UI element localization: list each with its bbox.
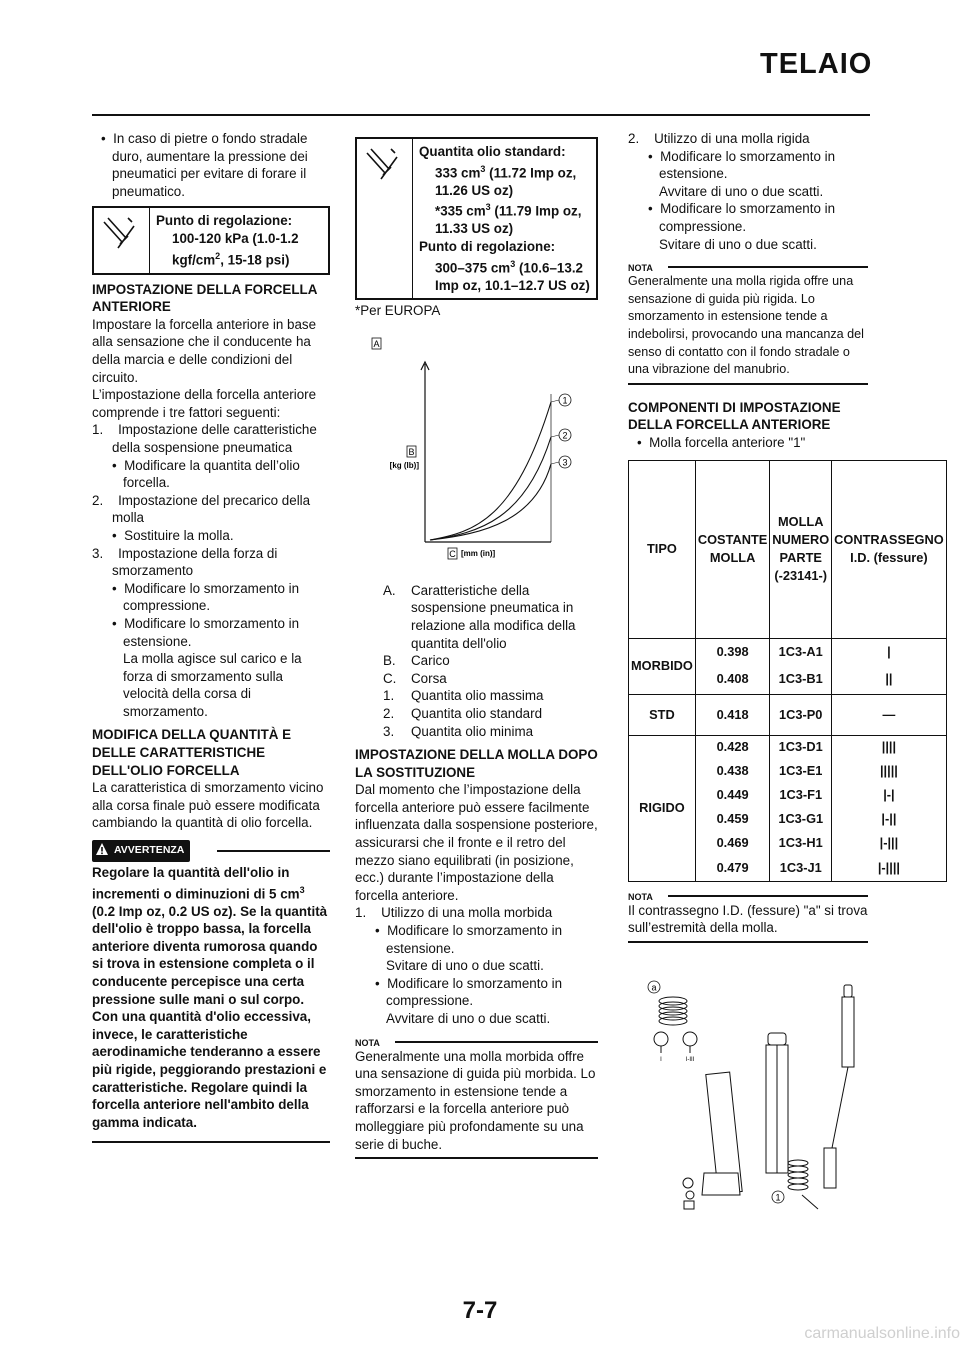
bullet-note: Svitare di uno o due scatti. bbox=[386, 958, 544, 974]
header-rule bbox=[92, 114, 870, 116]
graph-label-b: B bbox=[408, 446, 415, 457]
graph-label-c: C bbox=[449, 548, 456, 559]
callout-a: a bbox=[651, 982, 657, 993]
table-header: TIPO bbox=[629, 460, 696, 638]
legend-item: 3. Quantita olio minima bbox=[383, 723, 534, 739]
bullet-note: La molla agisce sul carico e la forza di smorzamento sulla velocità della corsa di smorzamento. bbox=[123, 651, 302, 719]
box-label: Quantita olio standard: bbox=[419, 144, 566, 159]
intro-bullet: • In caso di pietre o fondo stradale duro, aumentare la pressione dei pneumatici per evitare di forare il pneumatico. bbox=[101, 131, 308, 199]
paragraph: L’impostazione della forcella anteriore comprende i tre fattori seguenti: bbox=[92, 387, 317, 420]
numbered-item: 2. Utilizzo di una molla rigida bbox=[628, 131, 810, 146]
air-spring-graph bbox=[355, 334, 598, 574]
numbered-item: 3. Impostazione della forza di smorzamento bbox=[92, 545, 278, 579]
nota-text: Generalmente una molla rigida offre una sensazione di guida più rigida. Lo smorzamento in estensione tende a indebolirsi, provocando una mancanza del senso di contatto con il fondo stradale o una vibrazione del manubrio. bbox=[628, 274, 864, 377]
table-cell: |-|| bbox=[832, 807, 947, 831]
table-cell: 1C3-G1 bbox=[770, 807, 832, 831]
curve-label-1: 1 bbox=[562, 395, 568, 406]
bullet-item: • Modificare la quantita dell’olio forcella. bbox=[112, 457, 300, 491]
nota-text: Il contrassegno I.D. (fessure) "a" si trova sull’estremità della molla. bbox=[628, 902, 868, 936]
numbered-item: 2. Impostazione del precarico della molla bbox=[92, 492, 311, 526]
legend-item: A. Caratteristiche della sospensione pneumatica in relazione alla modifica della quantita dell'olio bbox=[383, 582, 576, 651]
table-type: RIGIDO bbox=[629, 735, 696, 881]
column-right bbox=[628, 130, 944, 1213]
box-value: 300–375 $cm^3$ (10.6–13.2 Imp oz, 10.1–12.7 US oz) bbox=[435, 258, 590, 293]
bullet-item: • Modificare lo smorzamento in estensione. bbox=[375, 923, 563, 956]
table-cell: |-| bbox=[832, 783, 947, 807]
table-cell: 0.459 bbox=[695, 807, 769, 831]
section-heading: IMPOSTAZIONE DELLA MOLLA DOPO LA SOSTITUZIONE bbox=[355, 747, 598, 780]
nota-header: NOTA bbox=[628, 888, 868, 902]
bullet-item: • Modificare lo smorzamento in compressione. bbox=[375, 975, 563, 1009]
bullet-item: • Modificare lo smorzamento in estensione. bbox=[648, 148, 836, 182]
table-cell: 1C3-F1 bbox=[770, 783, 832, 807]
warning-badge: AVVERTENZA bbox=[92, 840, 190, 862]
table-cell: 1C3-P0 bbox=[770, 694, 832, 735]
nota-header: NOTA bbox=[628, 259, 868, 273]
table-cell: 0.449 bbox=[695, 783, 769, 807]
table-cell: || bbox=[832, 665, 947, 694]
box-label: Punto di regolazione: bbox=[419, 238, 556, 254]
legend-item: 2. Quantita olio standard bbox=[383, 705, 543, 721]
column-middle bbox=[355, 137, 598, 1159]
europa-note: *Per EUROPA bbox=[355, 303, 441, 319]
nota-end-rule bbox=[628, 941, 868, 943]
bullet-item: • Modificare lo smorzamento in compressione. bbox=[112, 580, 300, 614]
legend-item: C. Corsa bbox=[383, 670, 447, 686]
table-cell: 1C3-E1 bbox=[770, 759, 832, 783]
bullet-note: Avvitare di uno o due scatti. bbox=[659, 183, 824, 199]
table-cell: 1C3-A1 bbox=[770, 638, 832, 665]
paragraph: Impostare la forcella anteriore in base alla sensazione che il conducente ha della marcia e delle condizioni del circuito. bbox=[92, 316, 317, 385]
pressure-spec-box bbox=[92, 206, 330, 274]
table-cell: ||||| bbox=[832, 759, 947, 783]
wrench-icon bbox=[361, 145, 407, 187]
callout-1: 1 bbox=[775, 1192, 781, 1203]
table-cell: 0.408 bbox=[695, 665, 769, 694]
table-cell: 0.418 bbox=[695, 694, 769, 735]
mark-i-iii: I-III bbox=[685, 1056, 695, 1063]
legend-item: B. Carico bbox=[383, 653, 450, 669]
nota-end-rule bbox=[355, 1157, 598, 1159]
graph-x-unit: [mm (in)] bbox=[461, 548, 496, 558]
numbered-item: 1. Impostazione delle caratteristiche della sospensione pneumatica bbox=[92, 422, 317, 455]
bullet-note: Avvitare di uno o due scatti. bbox=[386, 1011, 551, 1026]
table-cell: 0.438 bbox=[695, 759, 769, 783]
page-title: TELAIO bbox=[760, 48, 873, 80]
nota-text: Generalmente una molla morbida offre una sensazione di guida più morbida. Lo smorzamento in estensione tende a rafforzarsi e la forcella anteriore può molleggiare più profondamente su una serie di buche. bbox=[355, 1048, 596, 1152]
warning-text: Regolare la quantità dell'olio in incrementi o diminuzioni di 5 $cm^3$ (0.2 Imp oz, 0.2 US oz). Se la quantità dell'olio è troppo bassa, la forcella anteriore diventa rumorosa quando si trova in estensione completa o il conducente percepisce una certa pressione sulle mani o sul corpo. Con una quantità d'olio eccessiva, invece, le caratteristiche aerodinamiche tenderanno a essere più rigide, peggiorando prestazioni e caratteristiche. Regolare quindi la forcella anteriore nell'ambito della gamma indicata. bbox=[92, 865, 328, 1130]
curve-max bbox=[430, 402, 551, 540]
fork-exploded-diagram bbox=[628, 973, 868, 1213]
spring-table bbox=[628, 460, 947, 882]
bullet-item: • Sostituire la molla. bbox=[112, 527, 234, 543]
curve-label-3: 3 bbox=[562, 457, 568, 468]
table-cell: 0.479 bbox=[695, 855, 769, 881]
table-cell: — bbox=[832, 694, 947, 735]
table-cell: |-||| bbox=[832, 831, 947, 855]
table-cell: | bbox=[832, 638, 947, 665]
legend-item: 1. Quantita olio massima bbox=[383, 688, 544, 704]
graph-y-unit: [kg (lb)] bbox=[389, 460, 419, 470]
box-value: 100-120 kPa (1.0-1.2 kgf/$cm^2$, 15-18 psi) bbox=[172, 230, 299, 268]
bullet-item: • Molla forcella anteriore "1" bbox=[637, 434, 806, 450]
graph-label-a: A bbox=[373, 338, 380, 349]
bullet-item: • Modificare lo smorzamento in compressione. bbox=[648, 201, 836, 234]
table-cell: 1C3-B1 bbox=[770, 665, 832, 694]
table-type: STD bbox=[629, 694, 696, 735]
table-cell: 0.428 bbox=[695, 735, 769, 759]
table-cell: |||| bbox=[832, 735, 947, 759]
section-heading: IMPOSTAZIONE DELLA FORCELLA ANTERIORE bbox=[92, 281, 317, 315]
table-cell: 0.469 bbox=[695, 831, 769, 855]
bullet-note: Svitare di uno o due scatti. bbox=[659, 236, 817, 252]
numbered-item: 1. Utilizzo di una molla morbida bbox=[355, 905, 553, 921]
bullet-item: • Modificare lo smorzamento in estensione. bbox=[112, 615, 300, 649]
box-value: *335 $cm^3$ (11.79 Imp oz, 11.33 US oz) bbox=[435, 202, 582, 237]
box-label: Punto di regolazione: bbox=[156, 213, 293, 229]
paragraph: Dal momento che l’impostazione della forcella anteriore può essere facilmente influenzata dalla sospensione posteriore, assicurarsi che il fronte e il retro del mezzo siano equilibrati (in posizione, ecc.) durante l’impostazione della forcella anteriore. bbox=[355, 782, 598, 903]
section-heading: MODIFICA DELLA QUANTITÀ E DELLE CARATTERISTICHE DELL'OLIO FORCELLA bbox=[92, 727, 292, 778]
table-header: MOLLA NUMERO PARTE (-23141-) bbox=[770, 460, 832, 638]
wrench-icon bbox=[98, 214, 144, 256]
table-cell: 0.398 bbox=[695, 638, 769, 665]
box-value: 333 $cm^3$ (11.72 Imp oz, 11.26 US oz) bbox=[435, 163, 577, 198]
mark-i: I bbox=[660, 1056, 662, 1063]
table-header: COSTANTE MOLLA bbox=[695, 460, 769, 638]
graph-legend bbox=[355, 582, 598, 740]
page-number: 7-7 bbox=[462, 1297, 498, 1324]
curve-min bbox=[430, 464, 551, 540]
warning-triangle-icon bbox=[95, 842, 109, 856]
nota-header: NOTA bbox=[355, 1034, 598, 1048]
watermark: carmanualsonline.info bbox=[804, 1325, 960, 1342]
table-cell: 1C3-D1 bbox=[770, 735, 832, 759]
table-cell: |-|||| bbox=[832, 855, 947, 881]
section-heading: COMPONENTI DI IMPOSTAZIONE DELLA FORCELLA ANTERIORE bbox=[628, 399, 841, 433]
nota-end-rule bbox=[628, 383, 868, 385]
warning-end-rule bbox=[92, 1141, 330, 1143]
warning-header bbox=[92, 840, 330, 860]
table-header: CONTRASSEGNO I.D. (fessure) bbox=[832, 460, 947, 638]
paragraph: La caratteristica di smorzamento vicino alla corsa finale può essere modificata cambiando la quantità di olio forcella. bbox=[92, 780, 324, 831]
column-left bbox=[92, 130, 330, 1143]
oil-spec-box bbox=[355, 137, 598, 300]
table-cell: 1C3-J1 bbox=[770, 855, 832, 881]
table-type: MORBIDO bbox=[629, 638, 696, 694]
table-cell: 1C3-H1 bbox=[770, 831, 832, 855]
curve-label-2: 2 bbox=[562, 430, 568, 441]
